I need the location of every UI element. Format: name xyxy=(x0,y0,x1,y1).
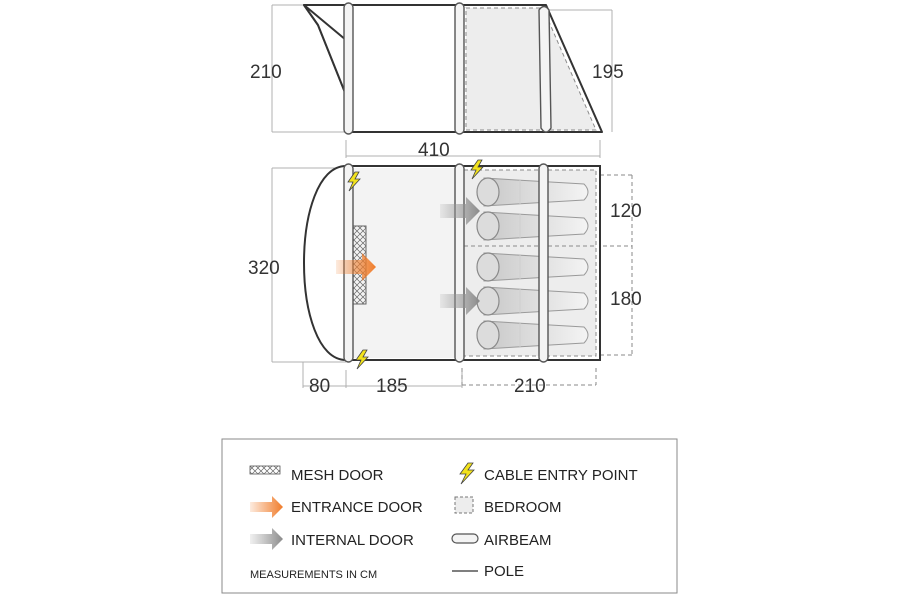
legend-entrance-door-label: ENTRANCE DOOR xyxy=(291,499,423,516)
side-bedroom-panel xyxy=(466,8,596,130)
dim-total-width: 320 xyxy=(248,258,280,279)
dim-side-height-rear: 195 xyxy=(592,62,624,83)
floor-airbeam-rear xyxy=(539,164,548,362)
bedroom-swatch-icon xyxy=(455,497,473,513)
legend-airbeam-label: AIRBEAM xyxy=(484,532,552,549)
dim-bedroom-width-large: 180 xyxy=(610,289,642,310)
dim-side-height-front: 210 xyxy=(250,62,282,83)
side-airbeam-rear xyxy=(539,7,551,133)
side-view xyxy=(250,3,624,134)
legend-internal-door-label: INTERNAL DOOR xyxy=(291,532,414,549)
legend-bedroom-label: BEDROOM xyxy=(484,499,562,516)
legend-measurements-note: MEASUREMENTS IN CM xyxy=(250,569,378,581)
floor-plan xyxy=(248,160,642,397)
dim-bedroom-width-small: 120 xyxy=(610,201,642,222)
airbeam-icon xyxy=(452,534,478,543)
legend-pole-label: POLE xyxy=(484,563,525,580)
total-length-dimension xyxy=(346,140,600,161)
legend-cable-entry-label: CABLE ENTRY POINT xyxy=(484,467,638,484)
side-airbeam-middle xyxy=(455,3,464,134)
floor-airbeam-middle xyxy=(455,164,464,362)
dim-bedroom-depth: 210 xyxy=(514,376,546,397)
legend-mesh-door-label: MESH DOOR xyxy=(291,467,384,484)
dim-total-length: 410 xyxy=(418,140,450,161)
legend xyxy=(222,439,677,593)
dim-living-depth: 185 xyxy=(376,376,408,397)
side-airbeam-front xyxy=(344,3,353,134)
dim-canopy-depth: 80 xyxy=(309,376,331,397)
mesh-door-icon xyxy=(250,466,280,474)
